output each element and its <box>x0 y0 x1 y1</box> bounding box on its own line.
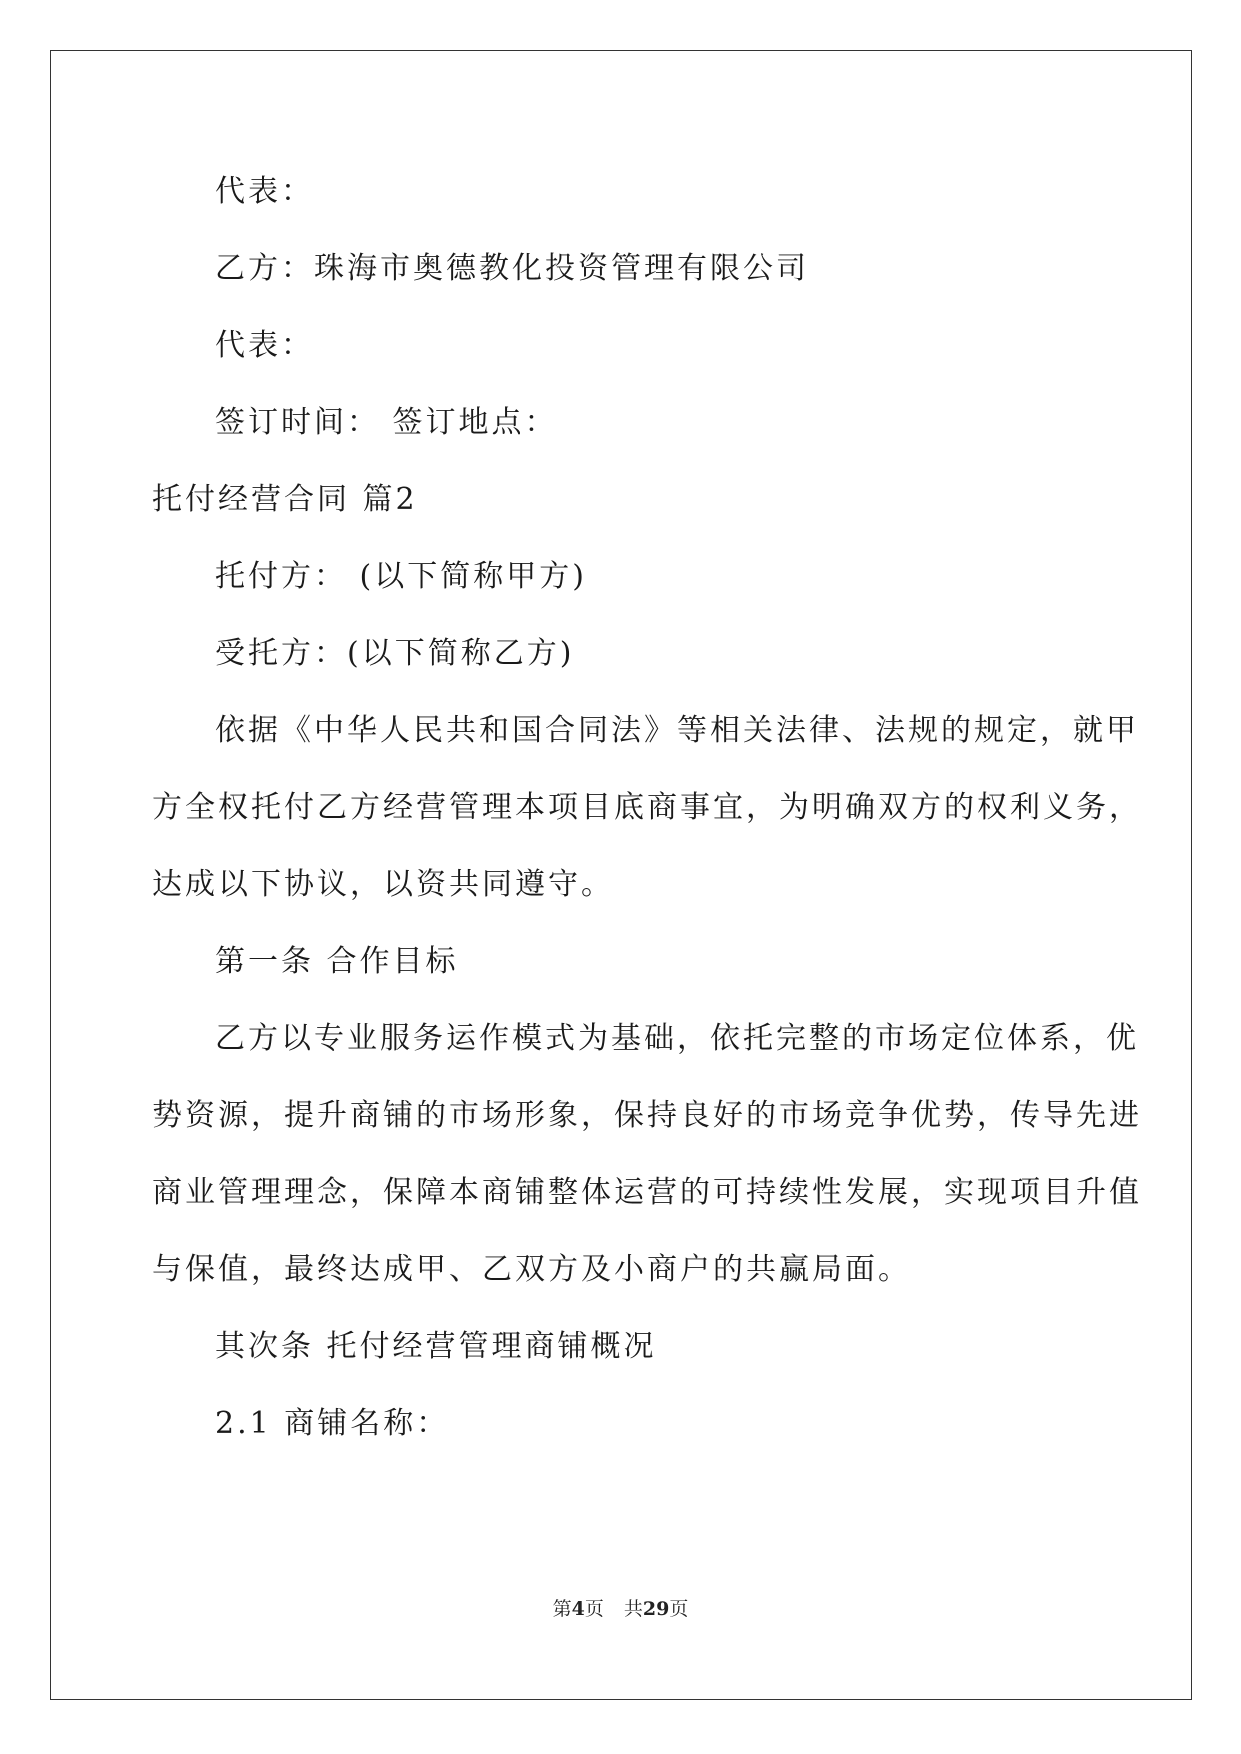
footer-current-page: 4 <box>571 1598 585 1620</box>
article-2-heading: 其次条 托付经营管理商铺概况 <box>215 1329 657 1364</box>
clause-2-1-line: 2.1 商铺名称： <box>215 1406 450 1441</box>
representative-a-line: 代表： <box>215 174 314 209</box>
representative-b-line: 代表： <box>215 328 314 363</box>
article-1-line-3: 商业管理理念，保障本商铺整体运营的可持续性发展，实现项目升值 <box>152 1175 1142 1210</box>
article-1-heading: 第一条 合作目标 <box>215 944 459 979</box>
signing-time-place-line: 签订时间： 签订地点： <box>215 405 558 440</box>
section-title: 托付经营合同 篇2 <box>152 482 418 517</box>
footer-prefix: 第 <box>552 1598 572 1620</box>
article-1-line-4: 与保值，最终达成甲、乙双方及小商户的共赢局面。 <box>152 1252 911 1287</box>
article-1-line-1: 乙方以专业服务运作模式为基础，依托完整的市场定位体系，优 <box>215 1021 1139 1056</box>
preamble-line-3: 达成以下协议，以资共同遵守。 <box>152 867 614 902</box>
footer-page-word: 页 <box>584 1598 604 1620</box>
footer-total-pages: 29 <box>642 1598 670 1620</box>
preamble-line-1: 依据《中华人民共和国合同法》等相关法律、法规的规定，就甲 <box>215 713 1139 748</box>
preamble-line-2: 方全权托付乙方经营管理本项目底商事宜，为明确双方的权利义务， <box>152 790 1142 825</box>
article-1-line-2: 势资源，提升商铺的市场形象，保持良好的市场竞争优势，传导先进 <box>152 1098 1142 1133</box>
footer-total-prefix: 共 <box>623 1598 643 1620</box>
footer-total-suffix: 页 <box>669 1598 689 1620</box>
agent-line: 受托方：(以下简称乙方) <box>215 636 575 671</box>
principal-line: 托付方： (以下简称甲方) <box>215 559 587 594</box>
page-footer <box>0 1596 1241 1622</box>
party-b-line: 乙方：珠海市奥德教化投资管理有限公司 <box>215 251 809 286</box>
